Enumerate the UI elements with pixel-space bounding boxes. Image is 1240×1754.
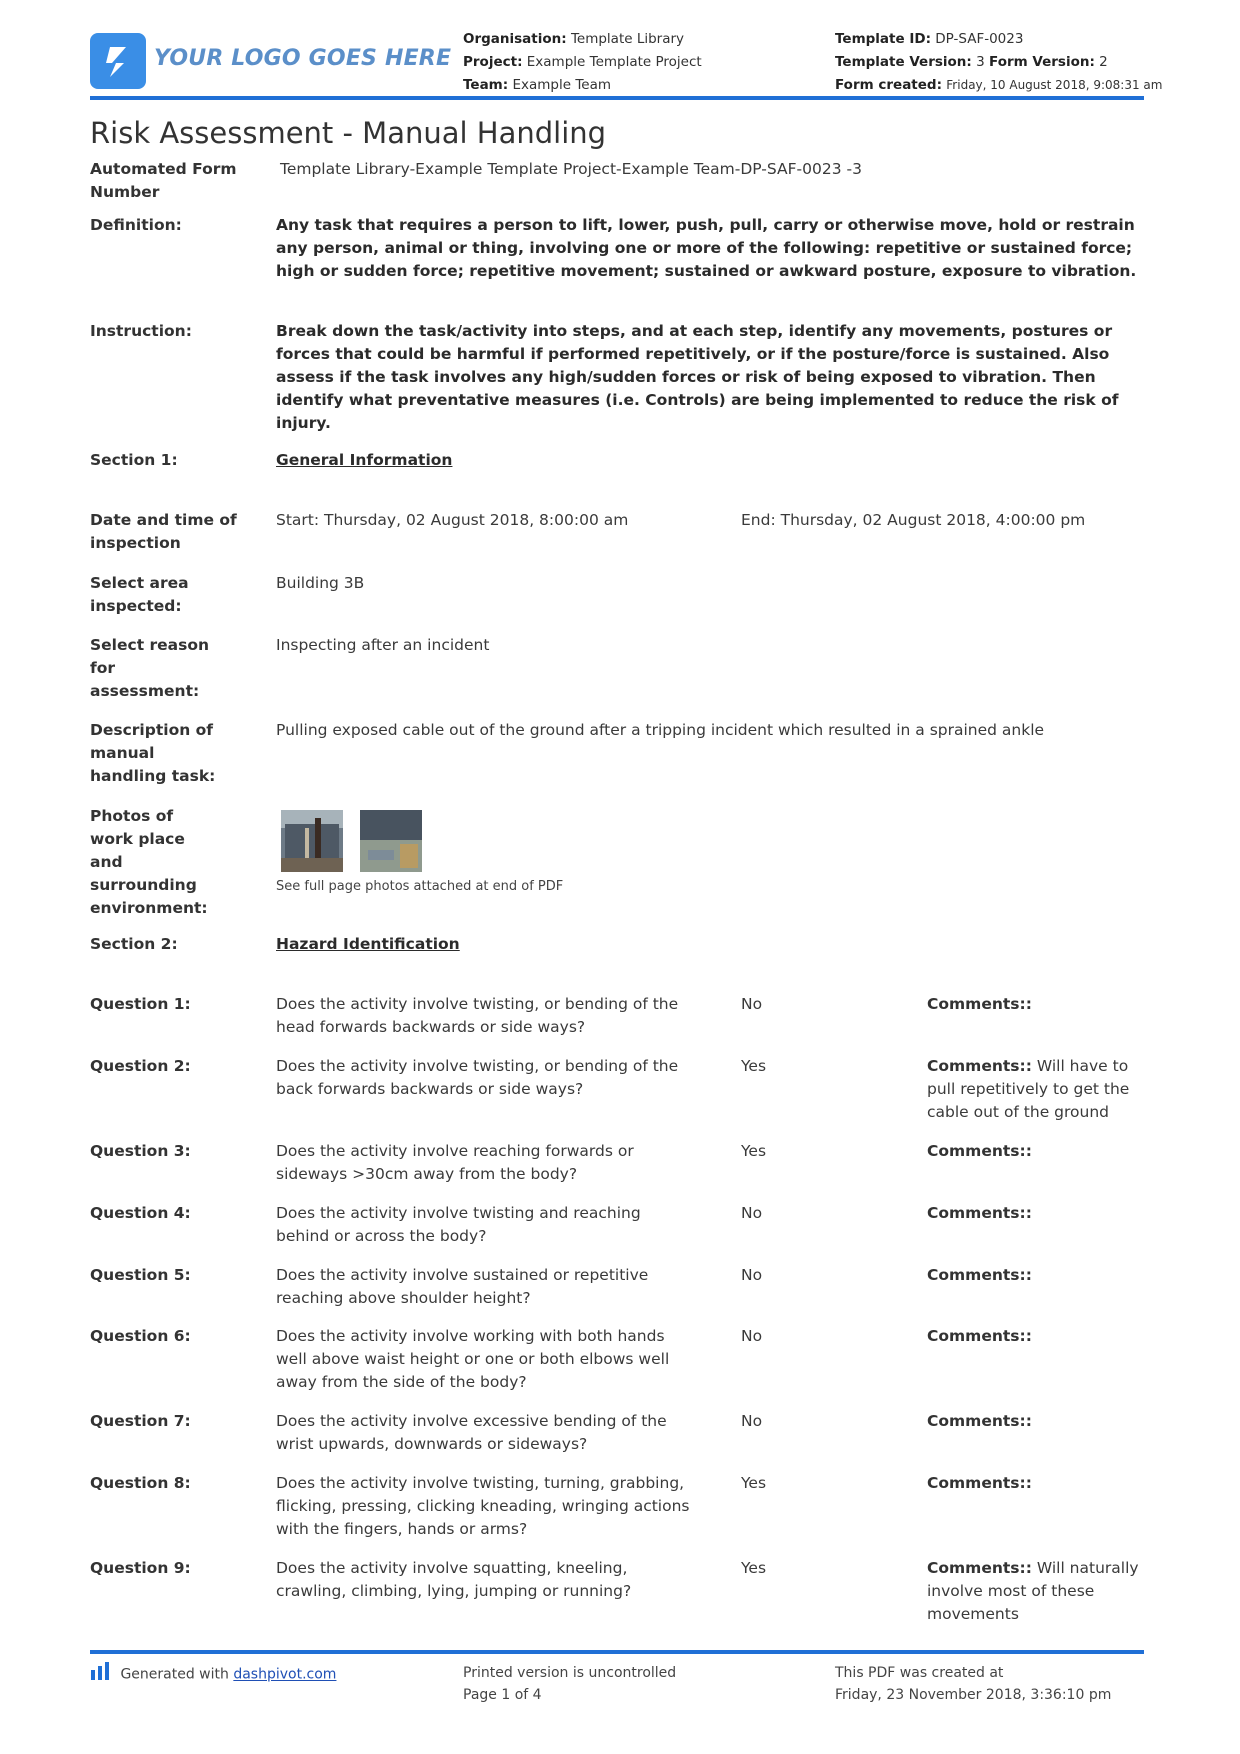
area-label: Select area inspected:: [90, 574, 189, 615]
team-value: Example Team: [512, 77, 611, 93]
project-value: Example Template Project: [526, 54, 702, 70]
description-value: Pulling exposed cable out of the ground after a tripping incident which resulted in a sprained ankle: [276, 721, 1045, 739]
photos-label: Photos of work place and surrounding environment:: [90, 807, 208, 917]
question-answer: Yes: [741, 1142, 767, 1160]
org-value: Template Library: [570, 31, 685, 47]
photo-image: [360, 810, 422, 872]
question-answer: No: [741, 1327, 763, 1345]
date-start: Start: Thursday, 02 August 2018, 8:00:00 am: [276, 511, 629, 529]
comment-label: Comments::: [927, 1142, 1032, 1160]
footer-right: [835, 1662, 1111, 1706]
question-answer: No: [741, 1266, 763, 1284]
question-answer: No: [741, 1204, 763, 1222]
question-answer: Yes: [741, 1559, 767, 1577]
header-rule: [90, 96, 1144, 100]
form-version-value: 2: [1099, 54, 1108, 70]
question-label: Question 2:: [90, 1057, 191, 1075]
question-comment: [927, 1140, 1142, 1163]
question-text: Does the activity involve twisting and reaching behind or across the body?: [276, 1204, 641, 1245]
template-version-label: Template Version:: [835, 54, 972, 70]
question-comment: [927, 1557, 1142, 1626]
footer-rule: [90, 1650, 1144, 1654]
pdf-created-label: This PDF was created at: [835, 1665, 1004, 1681]
photo-thumbnail-2[interactable]: [360, 810, 422, 872]
question-answer: Yes: [741, 1474, 767, 1492]
question-label: Question 4:: [90, 1204, 191, 1222]
date-label: Date and time of inspection: [90, 511, 237, 552]
question-comment: [927, 993, 1142, 1016]
uncontrolled-note: Printed version is uncontrolled: [463, 1665, 677, 1681]
page-title: Risk Assessment - Manual Handling: [90, 116, 607, 150]
photo-image: [281, 810, 343, 872]
section2-title: Hazard Identification: [276, 935, 460, 953]
definition-value: Any task that requires a person to lift, lower, push, pull, carry or otherwise move, hold or restrain any person, animal or thing, involving one or more of the following: repetitive or sustained force; high or sudden force; repetitive movement; sustained or awkward posture, exposure to vibration.: [276, 216, 1137, 280]
photos-note: See full page photos attached at end of PDF: [276, 879, 564, 894]
question-comment: [927, 1325, 1142, 1348]
question-answer: No: [741, 995, 763, 1013]
question-label: Question 8:: [90, 1474, 191, 1492]
reason-label: Select reason for assessment:: [90, 636, 210, 700]
page-number: Page 1 of 4: [463, 1687, 542, 1703]
definition-label: Definition:: [90, 216, 182, 234]
org-label: Organisation:: [463, 31, 567, 47]
footer-generated: [90, 1662, 336, 1687]
dashpivot-icon: [90, 1662, 112, 1687]
comment-label: Comments::: [927, 1412, 1032, 1430]
dashpivot-link[interactable]: dashpivot.com: [233, 1666, 337, 1683]
question-label: Question 3:: [90, 1142, 191, 1160]
comment-text: Will have to pull repetitively to get the cable out of the ground: [927, 1057, 1130, 1121]
form-created-label: Form created:: [835, 77, 942, 93]
logo-text: YOUR LOGO GOES HERE: [154, 46, 452, 71]
section2-label: Section 2:: [90, 935, 178, 953]
instruction-label: Instruction:: [90, 322, 192, 340]
question-label: Question 9:: [90, 1559, 191, 1577]
comment-label: Comments::: [927, 1057, 1032, 1075]
question-text: Does the activity involve working with both hands well above waist height or one or both elbows well away from the side of the body?: [276, 1327, 670, 1391]
question-comment: [927, 1202, 1142, 1225]
comment-text: Will naturally involve most of these movements: [927, 1559, 1139, 1623]
area-value: Building 3B: [276, 574, 365, 592]
question-text: Does the activity involve squatting, kneeling, crawling, climbing, lying, jumping or running?: [276, 1559, 632, 1600]
photo-thumbnail-1[interactable]: [281, 810, 343, 872]
instruction-value: Break down the task/activity into steps, and at each step, identify any movements, postures or forces that could be harmful if performed repetitively, or if the posture/force is sustained. Also assess if the task involves any high/sudden forces or risk of being exposed to vibration. Then identify what preventative measures (i.e. Controls) are being implemented to reduce the risk of injury.: [276, 322, 1119, 432]
question-label: Question 6:: [90, 1327, 191, 1345]
question-text: Does the activity involve twisting, turning, grabbing, flicking, pressing, clicking kneading, wringing actions with the fingers, hands or arms?: [276, 1474, 690, 1538]
question-comment: [927, 1410, 1142, 1433]
form-version-label: Form Version:: [989, 54, 1095, 70]
question-text: Does the activity involve excessive bending of the wrist upwards, downwards or sideways?: [276, 1412, 667, 1453]
header-template-block: [835, 28, 1162, 97]
question-answer: No: [741, 1412, 763, 1430]
pdf-created-value: Friday, 23 November 2018, 3:36:10 pm: [835, 1687, 1112, 1703]
question-comment: [927, 1055, 1142, 1124]
form-created-value: Friday, 10 August 2018, 9:08:31 am: [946, 78, 1163, 92]
comment-label: Comments::: [927, 1266, 1032, 1284]
question-text: Does the activity involve sustained or repetitive reaching above shoulder height?: [276, 1266, 649, 1307]
footer-center: [463, 1662, 676, 1706]
section1-label: Section 1:: [90, 451, 178, 469]
logo-mark: [90, 33, 146, 89]
question-text: Does the activity involve reaching forwards or sideways >30cm away from the body?: [276, 1142, 634, 1183]
section1-title: General Information: [276, 451, 453, 469]
question-text: Does the activity involve twisting, or bending of the head forwards backwards or side ways?: [276, 995, 679, 1036]
comment-label: Comments::: [927, 1204, 1032, 1222]
date-end: End: Thursday, 02 August 2018, 4:00:00 pm: [741, 511, 1086, 529]
description-label: Description of manual handling task:: [90, 721, 216, 785]
form-number-value: Template Library-Example Template Project-Example Team-DP-SAF-0023 -3: [280, 160, 862, 178]
reason-value: Inspecting after an incident: [276, 636, 490, 654]
comment-label: Comments::: [927, 1327, 1032, 1345]
header-org-block: [463, 28, 702, 97]
comment-label: Comments::: [927, 1559, 1032, 1577]
generated-prefix: Generated with: [120, 1666, 229, 1683]
template-version-value: 3: [976, 54, 985, 70]
question-text: Does the activity involve twisting, or bending of the back forwards backwards or side ways?: [276, 1057, 679, 1098]
question-label: Question 5:: [90, 1266, 191, 1284]
team-label: Team:: [463, 77, 509, 93]
form-number-label: Automated Form Number: [90, 160, 237, 201]
comment-label: Comments::: [927, 1474, 1032, 1492]
logo-icon: [90, 33, 146, 89]
question-comment: [927, 1264, 1142, 1287]
template-id-value: DP-SAF-0023: [935, 31, 1024, 47]
project-label: Project:: [463, 54, 523, 70]
comment-label: Comments::: [927, 995, 1032, 1013]
question-label: Question 7:: [90, 1412, 191, 1430]
question-comment: [927, 1472, 1142, 1495]
question-answer: Yes: [741, 1057, 767, 1075]
question-label: Question 1:: [90, 995, 191, 1013]
template-id-label: Template ID:: [835, 31, 931, 47]
